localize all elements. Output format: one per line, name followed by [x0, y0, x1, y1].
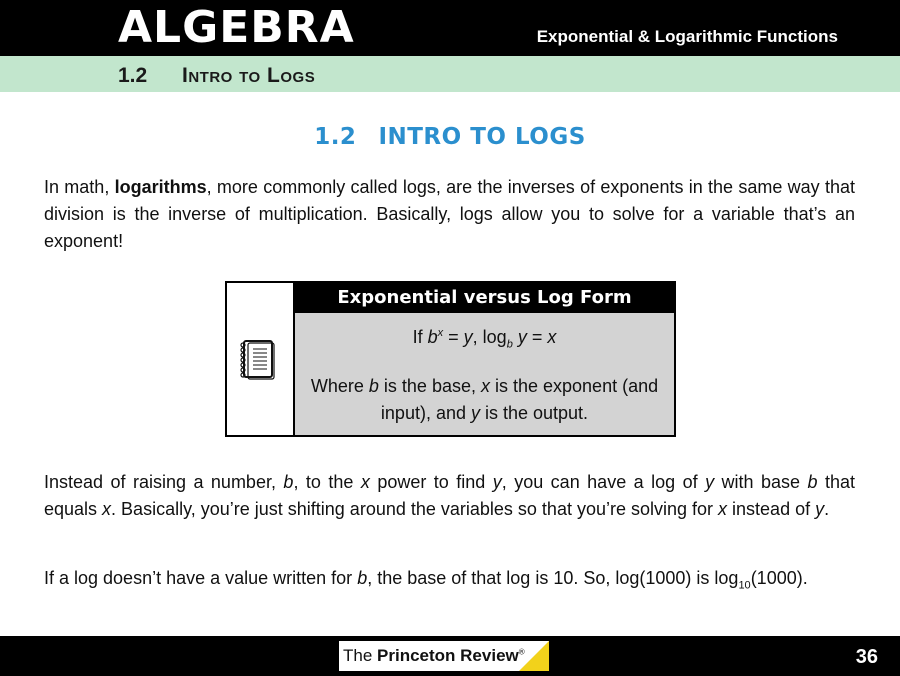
brand-title: ALGEBRA	[118, 2, 355, 53]
text-run: , you can have a log of	[501, 472, 706, 492]
text-run: Instead of raising a number,	[44, 472, 284, 492]
var-b: b	[368, 376, 379, 396]
text-run: power to find	[369, 472, 493, 492]
logo-the: The	[343, 646, 378, 665]
text-run: that equals	[44, 472, 855, 519]
var-y: y	[463, 327, 473, 347]
logo-name: Princeton Review	[377, 646, 519, 665]
page-number: 36	[855, 646, 878, 668]
var-b: b	[357, 568, 368, 588]
text-run: is the base,	[378, 376, 481, 396]
var-x: x	[437, 327, 444, 339]
text-run: with base	[714, 472, 808, 492]
heading-number: 1.2	[314, 124, 357, 150]
paragraph-explanation	[44, 469, 855, 523]
text-run: . Basically, you’re just shifting around the variables so that you’re solving for	[111, 499, 719, 519]
logo-registered-mark: ®	[518, 647, 525, 657]
page-heading	[0, 124, 900, 150]
callout-box	[225, 281, 676, 437]
var-y: y	[815, 499, 825, 519]
var-b: b	[283, 472, 294, 492]
text-run: is the exponent (and input), and	[380, 376, 659, 423]
section-bar-title: Intro to Logs	[182, 64, 316, 87]
log-formula	[295, 327, 674, 351]
var-x: x	[102, 499, 112, 519]
text-run: .	[824, 499, 830, 519]
heading-title: INTRO TO LOGS	[378, 124, 586, 150]
text-run: =	[526, 327, 548, 347]
text-run: In math,	[44, 177, 115, 197]
log-base-subscript: 10	[738, 579, 751, 592]
formula-explanation	[295, 373, 674, 427]
section-bar	[0, 56, 900, 92]
var-y: y	[517, 327, 527, 347]
princeton-review-logo	[339, 641, 549, 671]
callout-title: Exponential versus Log Form	[295, 283, 674, 313]
text-run: , the base of that log is 10. So, log(1000) is log	[367, 568, 739, 588]
text-run: Where	[310, 376, 369, 396]
chapter-topic: Exponential & Logarithmic Functions	[536, 27, 838, 46]
paragraph-intro	[44, 174, 855, 255]
text-run: , to the	[293, 472, 361, 492]
text-run: is the output.	[479, 403, 589, 423]
text-run: (1000).	[750, 568, 808, 588]
var-y: y	[705, 472, 715, 492]
callout-icon-column	[227, 283, 295, 435]
paragraph-default-base	[44, 565, 855, 600]
text-run: If	[412, 327, 428, 347]
var-x: x	[360, 472, 370, 492]
top-header-bar	[0, 0, 900, 56]
var-x: x	[718, 499, 728, 519]
var-y: y	[470, 403, 480, 423]
var-x: x	[547, 327, 557, 347]
term-logarithms: logarithms	[114, 177, 207, 197]
var-b: b	[427, 327, 438, 347]
var-x: x	[480, 376, 490, 396]
section-bar-number: 1.2	[118, 64, 148, 87]
notebook-icon	[227, 283, 293, 435]
callout-body	[295, 313, 674, 435]
var-b: b	[506, 338, 513, 351]
var-b: b	[807, 472, 818, 492]
text-run: instead of	[727, 499, 816, 519]
text-run: =	[443, 327, 464, 347]
text-run: , more commonly called logs, are the inverses of exponents in the same way that division is the inverse of multiplication. Basically, logs allow you to solve for a variable that’s an exponent!	[44, 177, 855, 251]
var-y: y	[492, 472, 502, 492]
text-run: If a log doesn’t have a value written for	[44, 568, 358, 588]
text-run: , log	[472, 327, 507, 347]
logo-text	[343, 646, 525, 666]
